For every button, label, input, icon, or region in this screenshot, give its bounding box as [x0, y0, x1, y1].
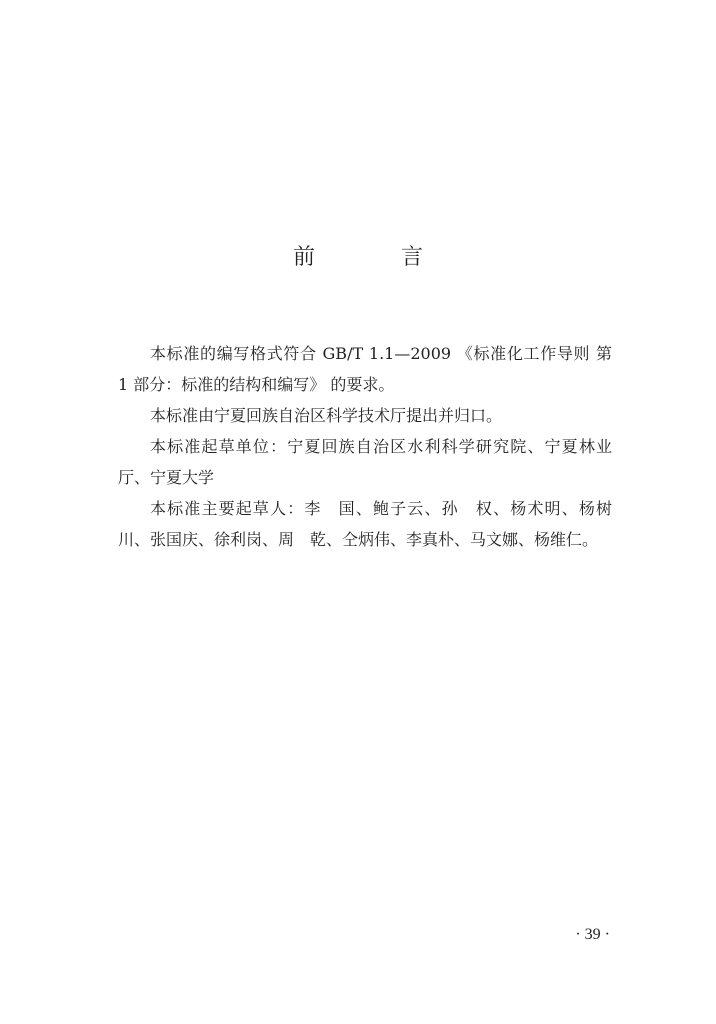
page-number: · 39 ·	[575, 926, 610, 943]
paragraph-drafters: 本标准主要起草人：李 国、鲍子云、孙 权、杨术明、杨树川、张国庆、徐利岗、周 乾、仝炳伟、李真朴、马文娜、杨维仁。	[118, 499, 612, 549]
paragraph-proposer: 本标准由宁夏回族自治区科学技术厅提出并归口。	[150, 406, 503, 425]
body-text	[118, 338, 612, 555]
paragraph-drafting-units: 本标准起草单位：宁夏回族自治区水利科学研究院、宁夏林业厅、宁夏大学	[118, 437, 612, 487]
page-title: 前 言	[292, 245, 455, 270]
paragraph-format-standard: 本标准的编写格式符合 GB/T 1.1—2009 《标准化工作导则 第 1 部分：标准的结构和编写》 的要求。	[118, 344, 612, 394]
